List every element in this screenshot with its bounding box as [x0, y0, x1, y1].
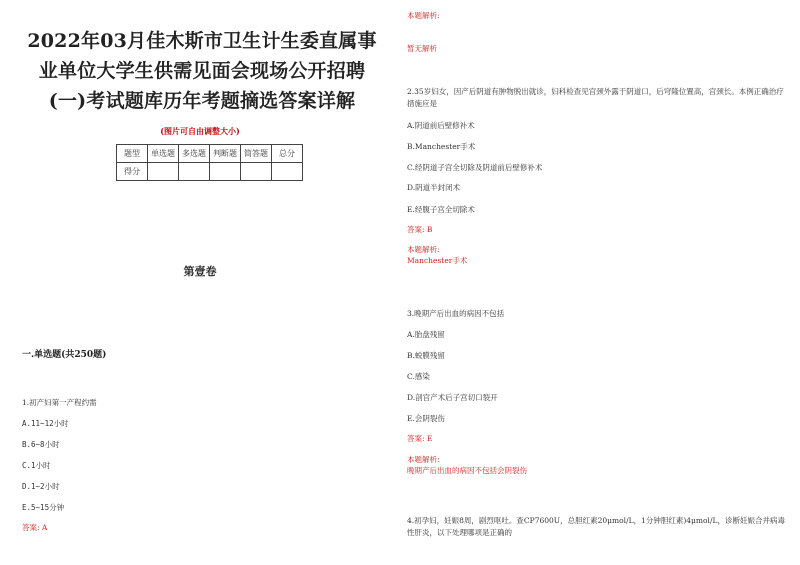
option-a: A.胎盘残留 — [407, 330, 445, 339]
option-e: E.5~15分钟 — [22, 503, 65, 512]
analysis-label: 本题解析: — [407, 455, 440, 464]
answer-label: 答案: B — [407, 225, 433, 234]
answer-label: 答案: A — [22, 523, 48, 532]
question-stem: 3.晚期产后出血的病因不包括 — [407, 309, 505, 318]
score-cell — [148, 163, 179, 181]
document-title: 2022年03月佳木斯市卫生计生委直属事业单位大学生供需见面会现场公开招聘(一)考试题库历年考题摘选答案详解 — [27, 30, 377, 112]
analysis-text: Manchester手术 — [407, 256, 468, 265]
answer-label: 答案: E — [407, 434, 433, 443]
question-stem: 2.35岁妇女，因产后阴道有肿物脱出就诊，妇科检查见宫颈外露于阴道口，后穹隆位置高，宫颈长。本例正确治疗措施应是 — [407, 87, 784, 108]
option-b: B.6~8小时 — [22, 440, 60, 449]
option-a: A.11~12小时 — [22, 419, 69, 428]
score-header-judge: 判断题 — [210, 145, 241, 163]
score-header-single: 单选题 — [148, 145, 179, 163]
score-header-type: 题型 — [117, 145, 148, 163]
option-b: B.Manchester手术 — [407, 142, 476, 151]
section-heading: 一.单选题(共250题) — [22, 350, 107, 360]
option-e: E.经腹子宫全切除术 — [407, 205, 475, 214]
question-stem: 1.初产妇第一产程约需 — [22, 398, 97, 407]
option-d: D.1~2小时 — [22, 482, 60, 491]
score-cell — [241, 163, 272, 181]
option-c: C.经阴道子宫全切除及阴道前后壁修补术 — [407, 163, 543, 172]
score-cell — [179, 163, 210, 181]
score-header-multi: 多选题 — [179, 145, 210, 163]
score-cell — [272, 163, 303, 181]
image-resize-note: (图片可自由调整大小) — [160, 126, 240, 136]
analysis-text: 暂无解析 — [407, 44, 437, 53]
option-d: D.阴道半封闭术 — [407, 183, 461, 192]
score-header-total: 总分 — [272, 145, 303, 163]
option-a: A.阴道前后壁修补术 — [407, 121, 475, 130]
score-row-label: 得分 — [117, 163, 148, 181]
option-d: D.剖宫产术后子宫切口裂开 — [407, 393, 498, 402]
question-stem: 4.初孕妇，妊娠8周，剧烈呕吐。查CP7600U，总胆红素20μmol/L，1分钟胆红素)4μmol/L，诊断妊娠合并病毒性肝炎，以下处理哪项是正确的 — [407, 516, 785, 537]
score-table-header-row — [117, 145, 303, 163]
score-header-short: 简答题 — [241, 145, 272, 163]
score-cell — [210, 163, 241, 181]
score-table — [116, 144, 303, 181]
volume-heading: 第壹卷 — [183, 265, 217, 278]
right-column — [400, 0, 800, 565]
option-c: C.1小时 — [22, 461, 51, 470]
option-e: E.会阴裂伤 — [407, 414, 445, 423]
analysis-label: 本题解析: — [407, 11, 440, 20]
option-b: B.蜕膜残留 — [407, 351, 445, 360]
score-table-score-row — [117, 163, 303, 181]
analysis-text: 晚期产后出血的病因不包括会阴裂伤 — [407, 466, 527, 475]
analysis-label: 本题解析: — [407, 245, 440, 254]
option-c: C.感染 — [407, 372, 430, 381]
